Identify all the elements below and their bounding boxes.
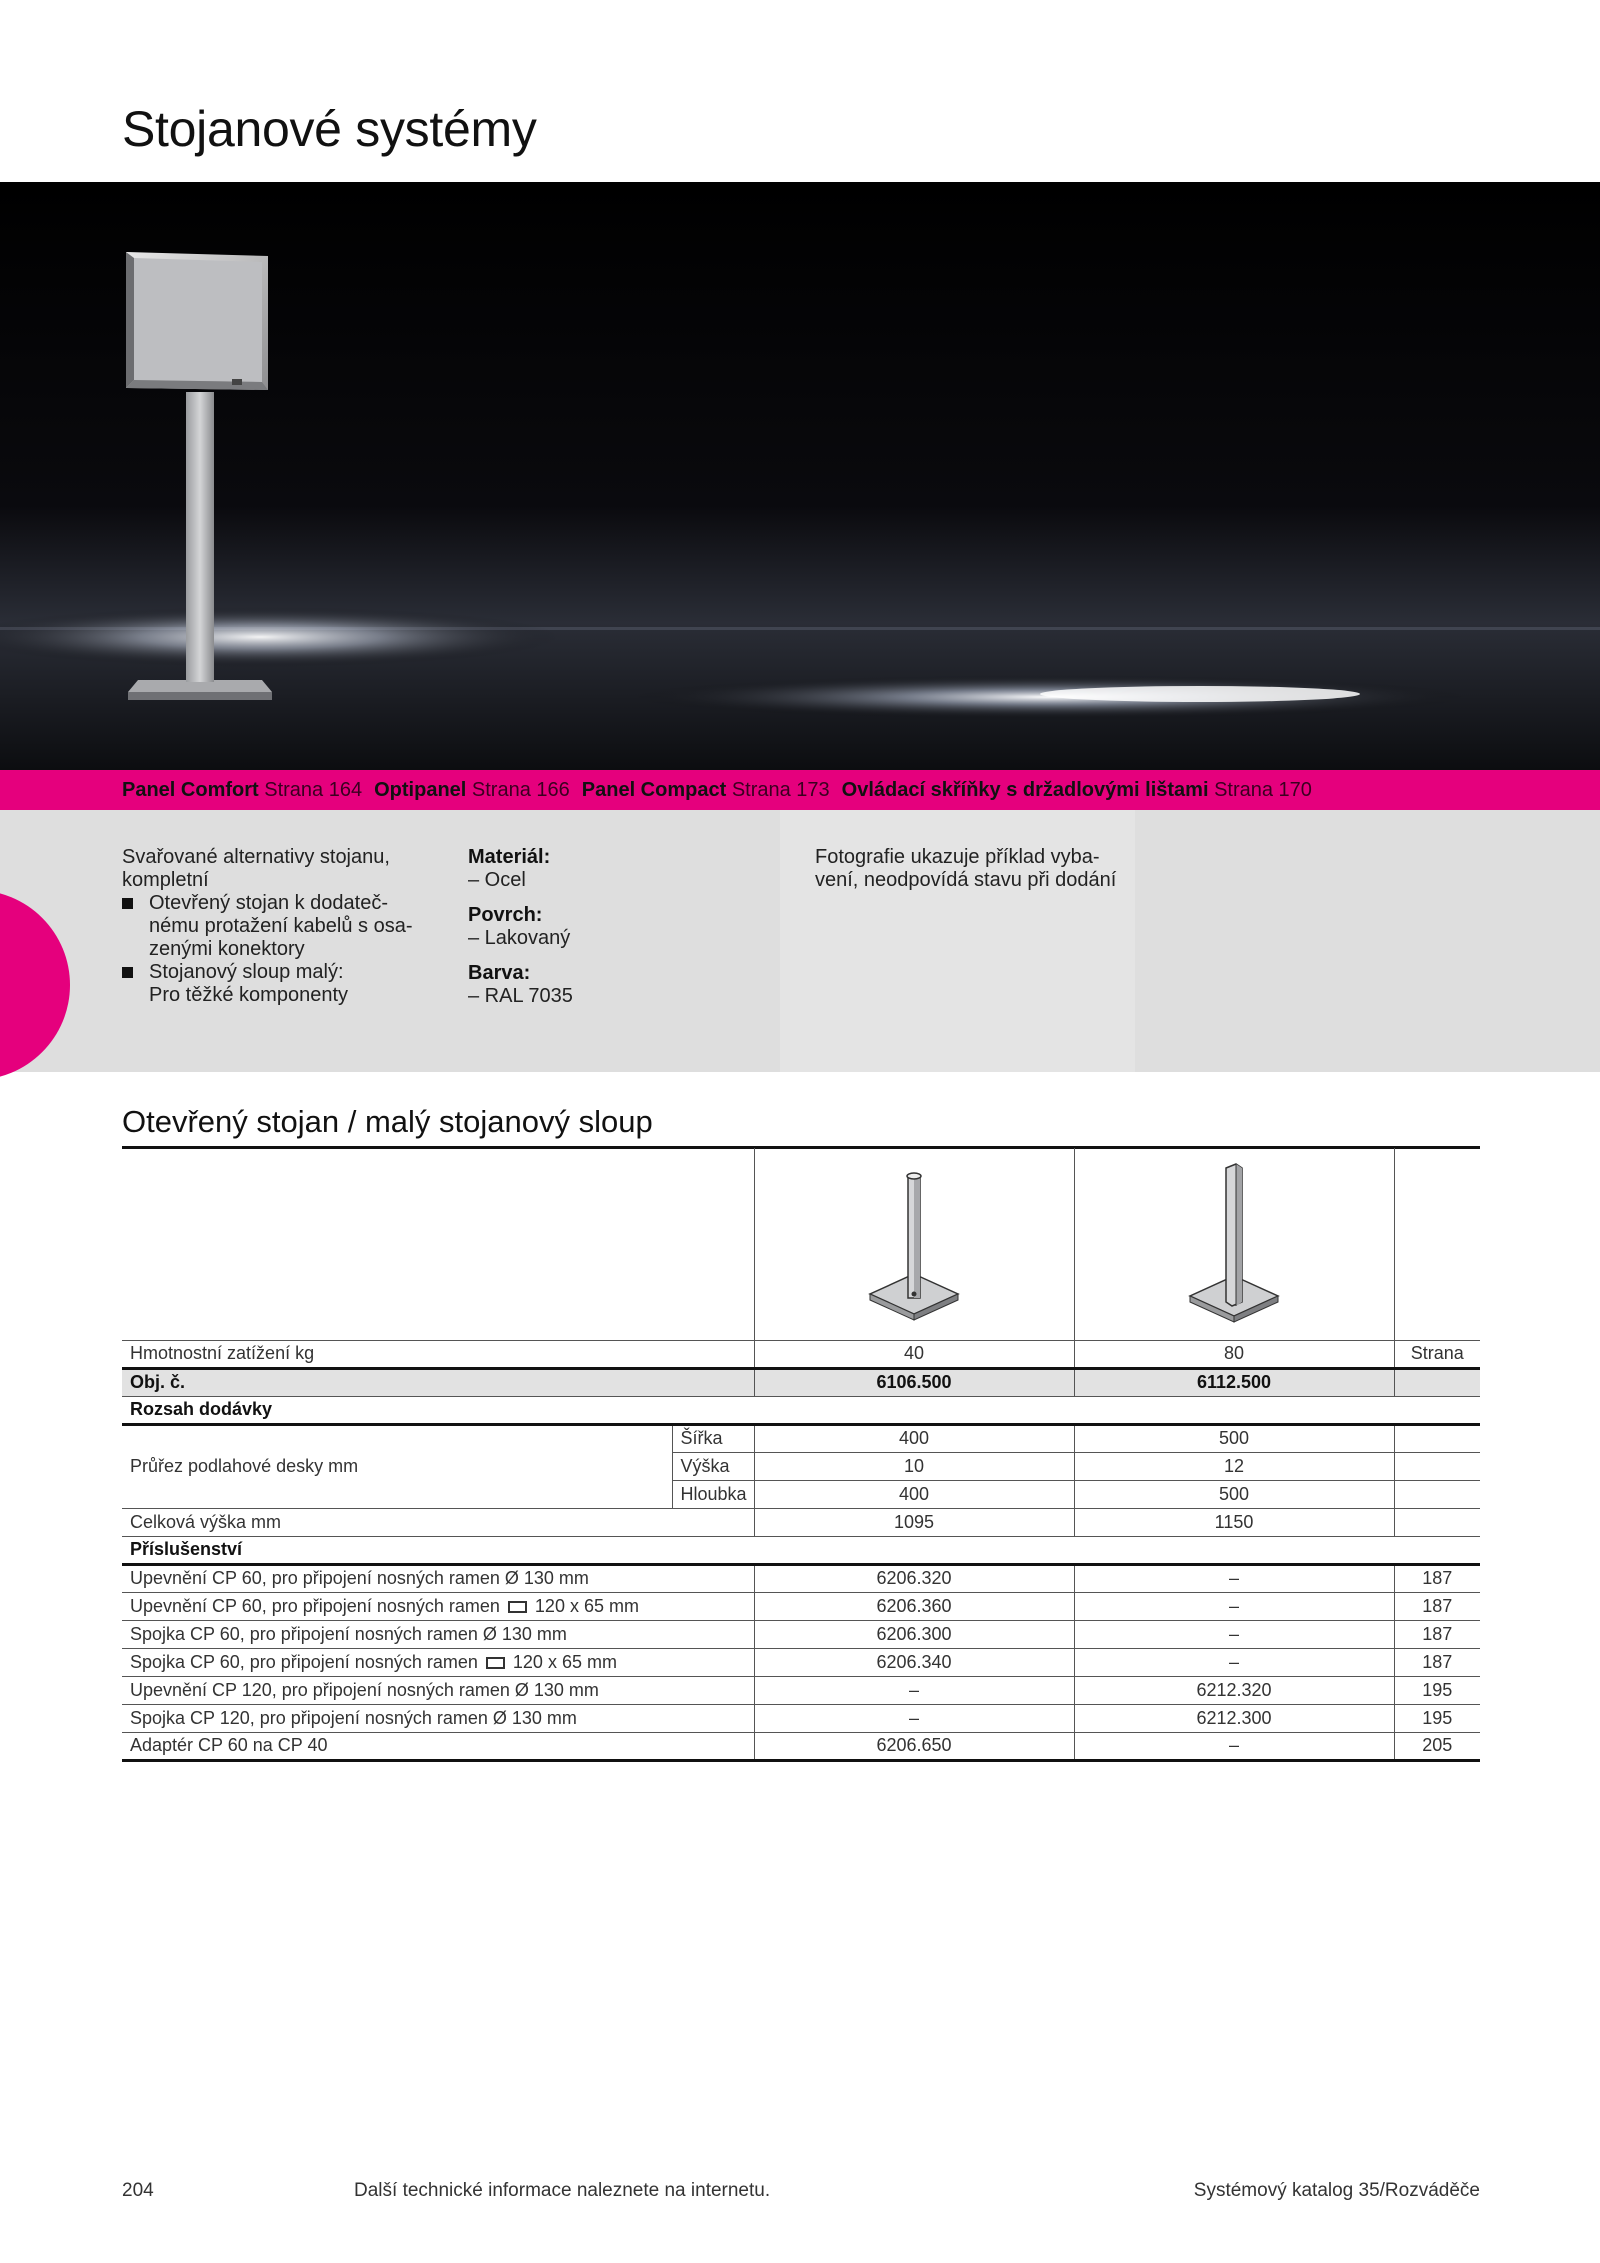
ref-optipanel[interactable]: Optipanel Strana 166 — [374, 778, 570, 801]
ref-panel-comfort[interactable]: Panel Comfort Strana 164 — [122, 778, 363, 801]
page-link[interactable]: 187 — [1394, 1648, 1480, 1676]
page-link[interactable]: 187 — [1394, 1564, 1480, 1592]
page-title: Stojanové systémy — [122, 101, 537, 157]
accessory-row: Upevnění CP 60, pro připojení nosných ramen Ø 130 mm 6206.320 – 187 — [122, 1564, 1480, 1592]
order-number-6106: 6106.500 — [754, 1368, 1074, 1396]
accessory-row: Spojka CP 60, pro připojení nosných ramen Ø 130 mm 6206.300 – 187 — [122, 1620, 1480, 1648]
product-image-small-column — [1074, 1148, 1394, 1340]
color-label: Barva: — [468, 962, 531, 984]
accessory-row: Upevnění CP 60, pro připojení nosných ramen 120 x 65 mm 6206.360 – 187 — [122, 1592, 1480, 1620]
product-reference-bar — [0, 770, 1600, 810]
enclosure-stand-photo — [0, 182, 1600, 770]
rectangle-profile-icon — [486, 1657, 505, 1669]
product-image-row — [122, 1148, 1480, 1340]
footer-catalog: Systémový katalog 35/Rozváděče — [1193, 2180, 1480, 2201]
spec-table — [122, 1148, 1480, 1762]
surface-label: Povrch: — [468, 904, 543, 926]
bullet-open-stand: Otevřený stojan k dodateč- nému protažení kabelů s osa- zenými konektory — [122, 892, 442, 961]
total-height-row: Celková výška mm 1095 1150 — [122, 1508, 1480, 1536]
accessory-row: Spojka CP 120, pro připojení nosných ramen Ø 130 mm – 6212.300 195 — [122, 1704, 1480, 1732]
photo-note: Fotografie ukazuje příklad vyba- vení, neodpovídá stavu při dodání — [815, 846, 1117, 891]
product-image-open-stand — [754, 1148, 1074, 1340]
hero-photo — [0, 182, 1600, 770]
plate-row-height: Výška 10 12 — [122, 1452, 1480, 1480]
footer-note: Další technické informace naleznete na internetu. — [354, 2180, 771, 2201]
accessories-header-row: Příslušenství — [122, 1536, 1480, 1564]
bullet-small-column: Stojanový sloup malý: Pro těžké komponenty — [122, 961, 442, 1007]
scope-header-row: Rozsah dodávky — [122, 1396, 1480, 1424]
color-value: – RAL 7035 — [468, 985, 573, 1007]
order-number-row: Obj. č. 6106.500 6112.500 — [122, 1368, 1480, 1396]
order-number-6112: 6112.500 — [1074, 1368, 1394, 1396]
material-column — [468, 846, 728, 1020]
plate-row-width: Průřez podlahové desky mm Šířka 400 500 — [122, 1424, 1480, 1452]
footer-page-number: 204 — [122, 2180, 154, 2201]
load-row: Hmotnostní zatížení kg 40 80 Strana — [122, 1340, 1480, 1368]
rectangle-profile-icon — [508, 1601, 527, 1613]
page-link[interactable]: 195 — [1394, 1676, 1480, 1704]
page-column-header: Strana — [1394, 1340, 1480, 1368]
accessory-row: Upevnění CP 120, pro připojení nosných ramen Ø 130 mm – 6212.320 195 — [122, 1676, 1480, 1704]
accessory-row: Spojka CP 60, pro připojení nosných ramen 120 x 65 mm 6206.340 – 187 — [122, 1648, 1480, 1676]
ref-panel-compact[interactable]: Panel Compact Strana 173 — [581, 778, 830, 801]
surface-value: – Lakovaný — [468, 927, 571, 949]
description-column: Svařované alternativy stojanu, kompletní Otevřený stojan k dodateč- nému protažení kabelů s osa- zenými konektory Stojanový sloup malý: Pro těžké komponenty — [122, 846, 442, 1007]
ref-control-cabinets[interactable]: Ovládací skříňky s držadlovými lištami Strana 170 — [841, 778, 1312, 801]
plate-row-depth: Hloubka 400 500 — [122, 1480, 1480, 1508]
page-link[interactable]: 187 — [1394, 1592, 1480, 1620]
page-link[interactable]: 195 — [1394, 1704, 1480, 1732]
section-title: Otevřený stojan / malý stojanový sloup — [122, 1104, 653, 1139]
page-link[interactable]: 205 — [1394, 1732, 1480, 1760]
material-value: – Ocel — [468, 869, 526, 891]
page-link[interactable]: 187 — [1394, 1620, 1480, 1648]
material-label: Materiál: — [468, 846, 551, 868]
accessory-row: Adaptér CP 60 na CP 40 6206.650 – 205 — [122, 1732, 1480, 1760]
plate-label: Průřez podlahové desky mm — [122, 1424, 672, 1508]
